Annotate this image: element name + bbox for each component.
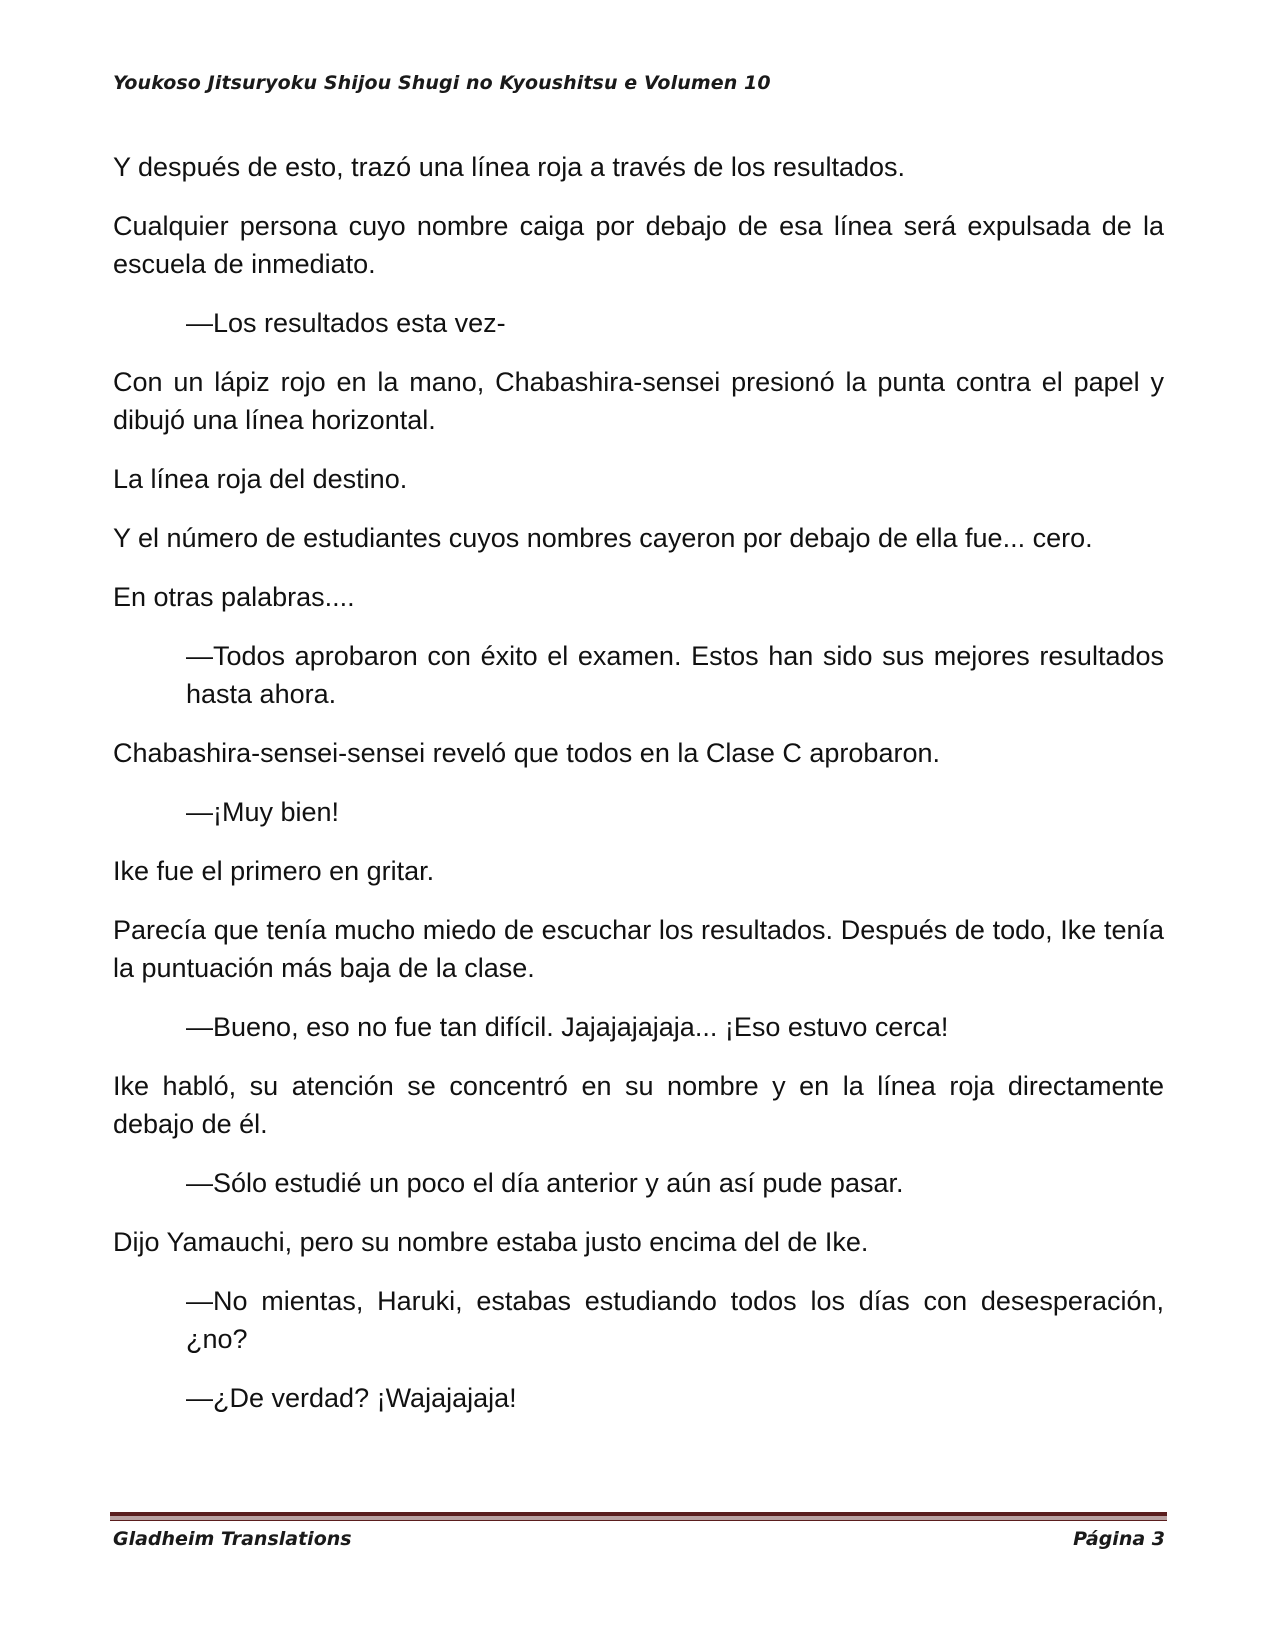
running-header: Youkoso Jitsuryoku Shijou Shugi no Kyoushitsu e Volumen 10 (113, 72, 771, 94)
paragraph: Y el número de estudiantes cuyos nombres cayeron por debajo de ella fue... cero. (113, 523, 1093, 553)
dialogue-line: —Sólo estudié un poco el día anterior y aún así pude pasar. (186, 1168, 904, 1198)
footer-credit: Gladheim Translations (113, 1528, 352, 1550)
paragraph: En otras palabras.... (113, 582, 355, 612)
paragraph: Con un lápiz rojo en la mano, Chabashira-sensei presionó la punta contra el papel y dibujó una línea horizontal. (113, 367, 1164, 435)
dialogue-line: —Los resultados esta vez- (186, 308, 506, 338)
paragraph: Ike fue el primero en gritar. (113, 856, 435, 886)
dialogue-line: —¡Muy bien! (186, 797, 340, 827)
page-number: Página 3 (1073, 1528, 1165, 1550)
dialogue-line: —No mientas, Haruki, estabas estudiando todos los días con desesperación, ¿no? (186, 1286, 1164, 1354)
paragraph: Dijo Yamauchi, pero su nombre estaba justo encima del de Ike. (113, 1227, 869, 1257)
paragraph: Chabashira-sensei-sensei reveló que todos en la Clase C aprobaron. (113, 738, 940, 768)
dialogue-line: —¿De verdad? ¡Wajajajaja! (186, 1383, 517, 1413)
dialogue-line: —Todos aprobaron con éxito el examen. Estos han sido sus mejores resultados hasta ahora. (186, 641, 1164, 709)
paragraph: Parecía que tenía mucho miedo de escuchar los resultados. Después de todo, Ike tenía la puntuación más baja de la clase. (113, 915, 1164, 983)
paragraph: La línea roja del destino. (113, 464, 408, 494)
dialogue-line: —Bueno, eso no fue tan difícil. Jajajajajaja... ¡Eso estuvo cerca! (186, 1012, 949, 1042)
paragraph: Ike habló, su atención se concentró en su nombre y en la línea roja directamente debajo de él. (113, 1071, 1164, 1139)
paragraph: Y después de esto, trazó una línea roja a través de los resultados. (113, 152, 905, 182)
paragraph: Cualquier persona cuyo nombre caiga por debajo de esa línea será expulsada de la escuela de inmediato. (113, 211, 1164, 279)
footer-divider (110, 1512, 1167, 1521)
page-body (113, 148, 1164, 1438)
